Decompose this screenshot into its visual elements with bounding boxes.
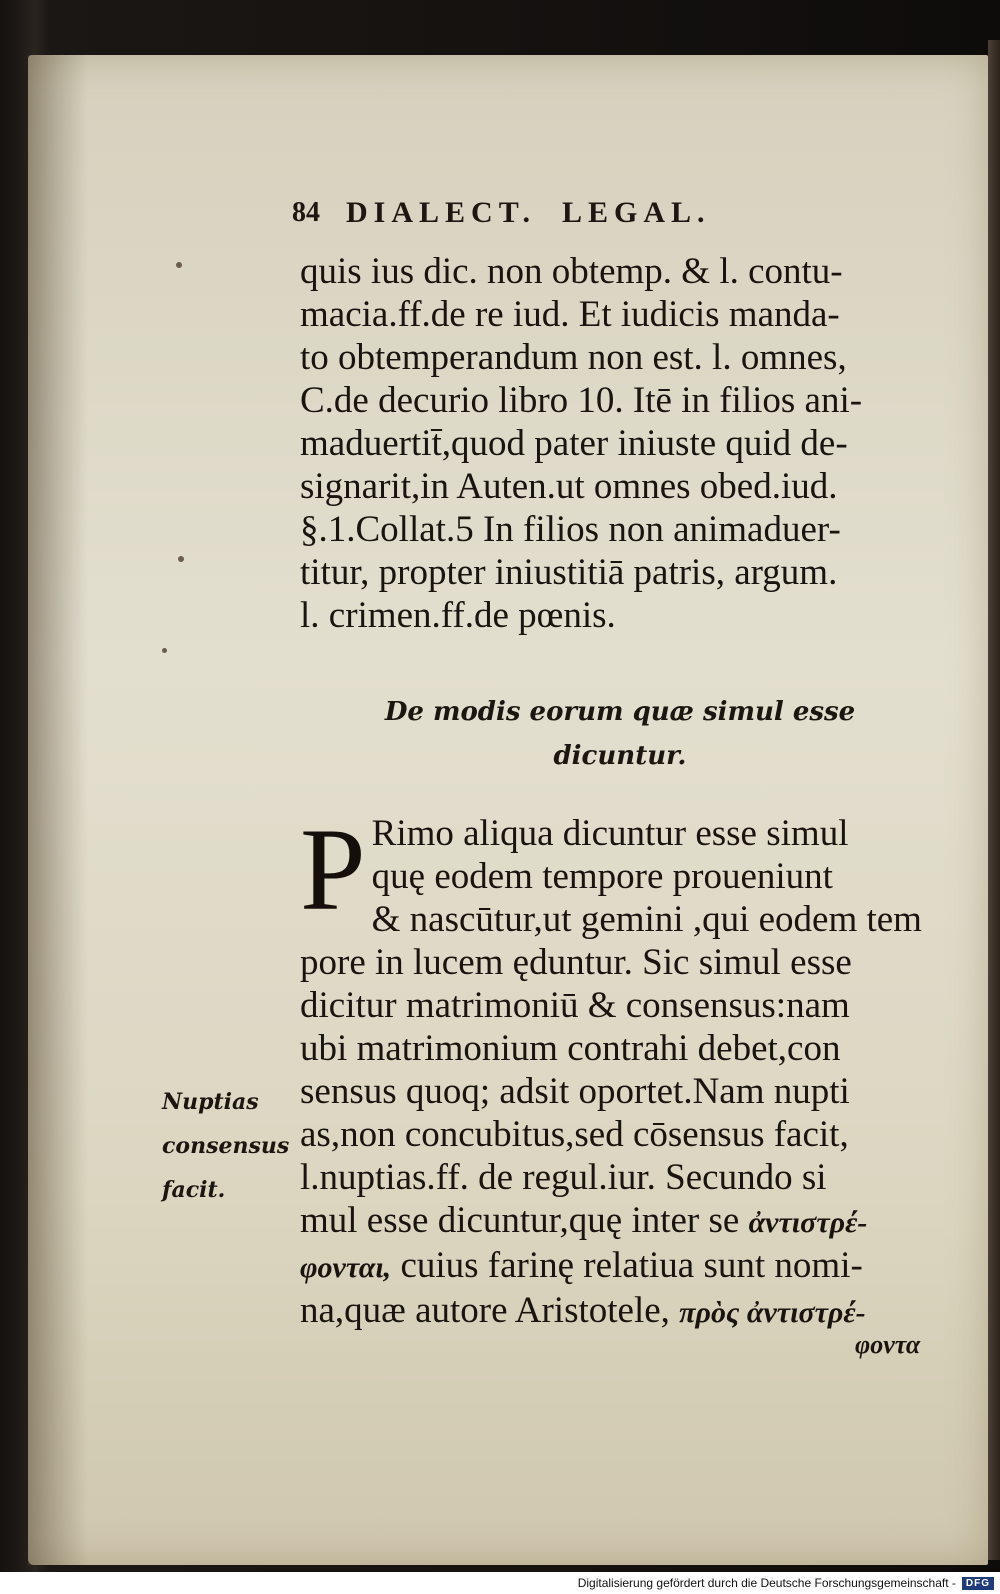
text-line: pore in lucem ęduntur. Sic simul esse <box>300 942 852 983</box>
footer-credit: Digitalisierung gefördert durch die Deutsche Forschungsgemeinschaft - <box>577 1576 956 1590</box>
text-segment: cuius farinę relatiua sunt nomi- <box>400 1245 863 1286</box>
greek-text: φονται, <box>300 1251 392 1284</box>
running-title-part: LEGAL. <box>561 196 711 229</box>
text-line <box>300 1244 960 1289</box>
running-title-part: DIALECT. <box>346 196 536 229</box>
text-line: Rimo aliqua dicuntur esse simul <box>371 813 849 854</box>
section-heading <box>300 690 940 778</box>
text-line <box>300 1199 960 1244</box>
text-line: l.nuptias.ff. de regul.iur. Secundo si <box>300 1157 827 1198</box>
dfg-logo-icon: DFG <box>962 1577 994 1590</box>
text-line: sensus quoq; adsit oportet.Nam nupti <box>300 1071 850 1112</box>
heading-line: dicuntur. <box>553 741 687 771</box>
text-line <box>300 1289 960 1334</box>
text-segment: na,quæ autore Aristotele, <box>300 1290 670 1331</box>
text-line: as,non concubitus,sed cōsensus facit, <box>300 1114 849 1155</box>
text-line: & nascūtur,ut gemini ,qui eodem tem <box>371 899 922 940</box>
ink-speck <box>178 556 184 562</box>
paragraph-continued <box>300 250 960 637</box>
greek-text: ἀντιστρέ- <box>748 1206 868 1239</box>
page-number: 84 <box>292 197 320 228</box>
section-paragraph <box>300 804 960 1334</box>
greek-text: πρὸς ἀντιστρέ- <box>679 1296 866 1329</box>
text-line: C.de decurio libro 10. Itē in filios ani- <box>300 380 863 421</box>
gutter-shadow <box>28 55 88 1565</box>
text-line: quis ius dic. non obtemp. & l. contu- <box>300 251 843 292</box>
ink-speck <box>162 648 167 653</box>
heading-line: De modis eorum quæ simul esse <box>384 697 856 727</box>
drop-cap: P <box>300 804 366 935</box>
text-line: ubi matrimonium contrahi debet,con <box>300 1028 841 1069</box>
page-edge <box>988 40 1000 1560</box>
marginal-note-line: consensus <box>162 1133 290 1159</box>
text-line: titur, propter iniustitiā patris, argum. <box>300 552 838 593</box>
marginal-note <box>162 1080 292 1212</box>
text-line: signarit,in Auten.ut omnes obed.iud. <box>300 466 838 507</box>
text-segment: mul esse dicuntur,quę inter se <box>300 1200 740 1241</box>
text-line: to obtemperandum non est. l. omnes, <box>300 337 847 378</box>
running-header <box>292 188 852 238</box>
text-line: §.1.Collat.5 In filios non animaduer- <box>300 509 841 550</box>
text-line: quę eodem tempore proueniunt <box>371 856 833 897</box>
marginal-note-line: Nuptias <box>162 1089 259 1115</box>
text-line: macia.ff.de re iud. Et iudicis manda- <box>300 294 840 335</box>
text-line: dicitur matrimoniū & consensus:nam <box>300 985 850 1026</box>
text-line: maduertit̄,quod pater iniuste quid de- <box>300 423 848 464</box>
ink-speck <box>176 262 182 268</box>
marginal-note-line: facit. <box>162 1177 226 1203</box>
catchword: φοντα <box>855 1330 921 1359</box>
text-line: l. crimen.ff.de pœnis. <box>300 595 616 636</box>
digitization-footer <box>0 1572 1000 1594</box>
